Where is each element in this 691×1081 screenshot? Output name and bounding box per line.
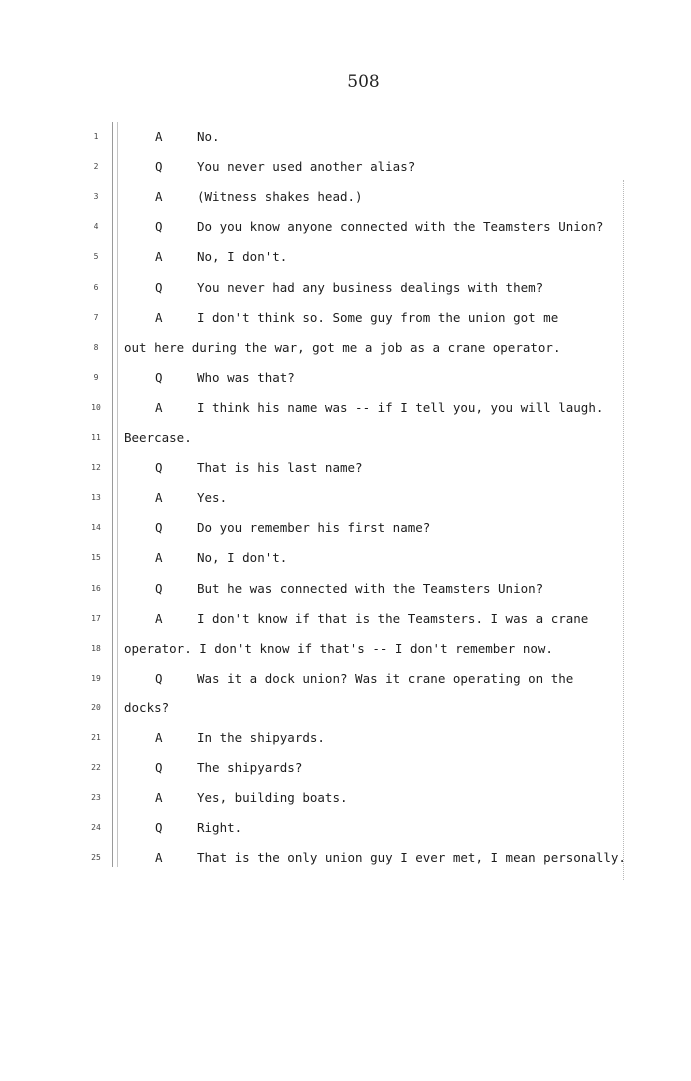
transcript-line	[0, 608, 691, 630]
testimony-text: Yes.	[197, 490, 228, 505]
transcript-line	[0, 337, 691, 359]
transcript-line	[0, 156, 691, 178]
testimony-text: No, I don't.	[197, 550, 288, 565]
speaker-label: A	[155, 189, 163, 204]
line-number: 7	[93, 313, 99, 322]
speaker-label: Q	[155, 280, 163, 295]
testimony-text: I don't know if that is the Teamsters. I was a crane	[197, 611, 589, 626]
line-number: 9	[93, 373, 99, 382]
transcript-line	[0, 578, 691, 600]
speaker-label: Q	[155, 520, 163, 535]
testimony-text: Was it a dock union? Was it crane operating on the	[197, 671, 574, 686]
transcript-line	[0, 668, 691, 690]
line-number: 12	[91, 463, 101, 472]
transcript-line	[0, 757, 691, 779]
line-number: 8	[93, 343, 99, 352]
transcript-line	[0, 457, 691, 479]
transcript-line	[0, 397, 691, 419]
speaker-label: Q	[155, 370, 163, 385]
speaker-label: A	[155, 490, 163, 505]
testimony-text: Beercase.	[124, 430, 192, 445]
testimony-text: You never used another alias?	[197, 159, 416, 174]
line-number: 1	[93, 132, 99, 141]
testimony-text: I don't think so. Some guy from the union got me	[197, 310, 559, 325]
line-number: 6	[93, 283, 99, 292]
transcript-line	[0, 638, 691, 660]
transcript-line	[0, 216, 691, 238]
testimony-text: That is his last name?	[197, 460, 363, 475]
speaker-label: A	[155, 249, 163, 264]
speaker-label: A	[155, 310, 163, 325]
testimony-text: In the shipyards.	[197, 730, 325, 745]
line-number: 14	[91, 523, 101, 532]
testimony-text: docks?	[124, 700, 170, 715]
speaker-label: Q	[155, 671, 163, 686]
transcript-line	[0, 126, 691, 148]
line-number: 22	[91, 763, 101, 772]
speaker-label: Q	[155, 760, 163, 775]
testimony-text: Do you know anyone connected with the Teamsters Union?	[197, 219, 604, 234]
line-number: 3	[93, 192, 99, 201]
testimony-text: But he was connected with the Teamsters Union?	[197, 581, 544, 596]
testimony-text: No.	[197, 129, 220, 144]
line-number: 20	[91, 703, 101, 712]
line-number: 11	[91, 433, 101, 442]
line-number: 18	[91, 644, 101, 653]
line-number: 24	[91, 823, 101, 832]
transcript-line	[0, 246, 691, 268]
testimony-text: out here during the war, got me a job as a crane operator.	[124, 340, 561, 355]
testimony-text: I think his name was -- if I tell you, you will laugh.	[197, 400, 604, 415]
speaker-label: Q	[155, 820, 163, 835]
line-number: 19	[91, 674, 101, 683]
speaker-label: Q	[155, 460, 163, 475]
testimony-text: You never had any business dealings with them?	[197, 280, 544, 295]
speaker-label: A	[155, 790, 163, 805]
testimony-text: The shipyards?	[197, 760, 303, 775]
line-number: 4	[93, 222, 99, 231]
speaker-label: Q	[155, 159, 163, 174]
transcript-line	[0, 487, 691, 509]
line-number: 17	[91, 614, 101, 623]
speaker-label: Q	[155, 581, 163, 596]
line-number: 16	[91, 584, 101, 593]
testimony-text: No, I don't.	[197, 249, 288, 264]
line-number: 15	[91, 553, 101, 562]
speaker-label: A	[155, 730, 163, 745]
transcript-line	[0, 697, 691, 719]
testimony-text: Yes, building boats.	[197, 790, 348, 805]
transcript-line	[0, 727, 691, 749]
line-number: 5	[93, 252, 99, 261]
testimony-text: Right.	[197, 820, 243, 835]
transcript-line	[0, 186, 691, 208]
transcript-line	[0, 817, 691, 839]
line-number: 13	[91, 493, 101, 502]
testimony-text: That is the only union guy I ever met, I mean personally.	[197, 850, 626, 865]
speaker-label: A	[155, 611, 163, 626]
line-number: 2	[93, 162, 99, 171]
line-number: 23	[91, 793, 101, 802]
speaker-label: Q	[155, 219, 163, 234]
transcript-line	[0, 547, 691, 569]
speaker-label: A	[155, 550, 163, 565]
line-number: 10	[91, 403, 101, 412]
transcript-line	[0, 367, 691, 389]
page-number: 508	[347, 72, 380, 92]
transcript-line	[0, 787, 691, 809]
transcript-line	[0, 847, 691, 869]
testimony-text: Who was that?	[197, 370, 295, 385]
transcript-line	[0, 277, 691, 299]
testimony-text: operator. I don't know if that's -- I don't remember now.	[124, 641, 553, 656]
testimony-text: (Witness shakes head.)	[197, 189, 363, 204]
speaker-label: A	[155, 400, 163, 415]
speaker-label: A	[155, 850, 163, 865]
transcript-line	[0, 517, 691, 539]
transcript-line	[0, 307, 691, 329]
speaker-label: A	[155, 129, 163, 144]
testimony-text: Do you remember his first name?	[197, 520, 431, 535]
transcript-line	[0, 427, 691, 449]
line-number: 25	[91, 853, 101, 862]
line-number: 21	[91, 733, 101, 742]
